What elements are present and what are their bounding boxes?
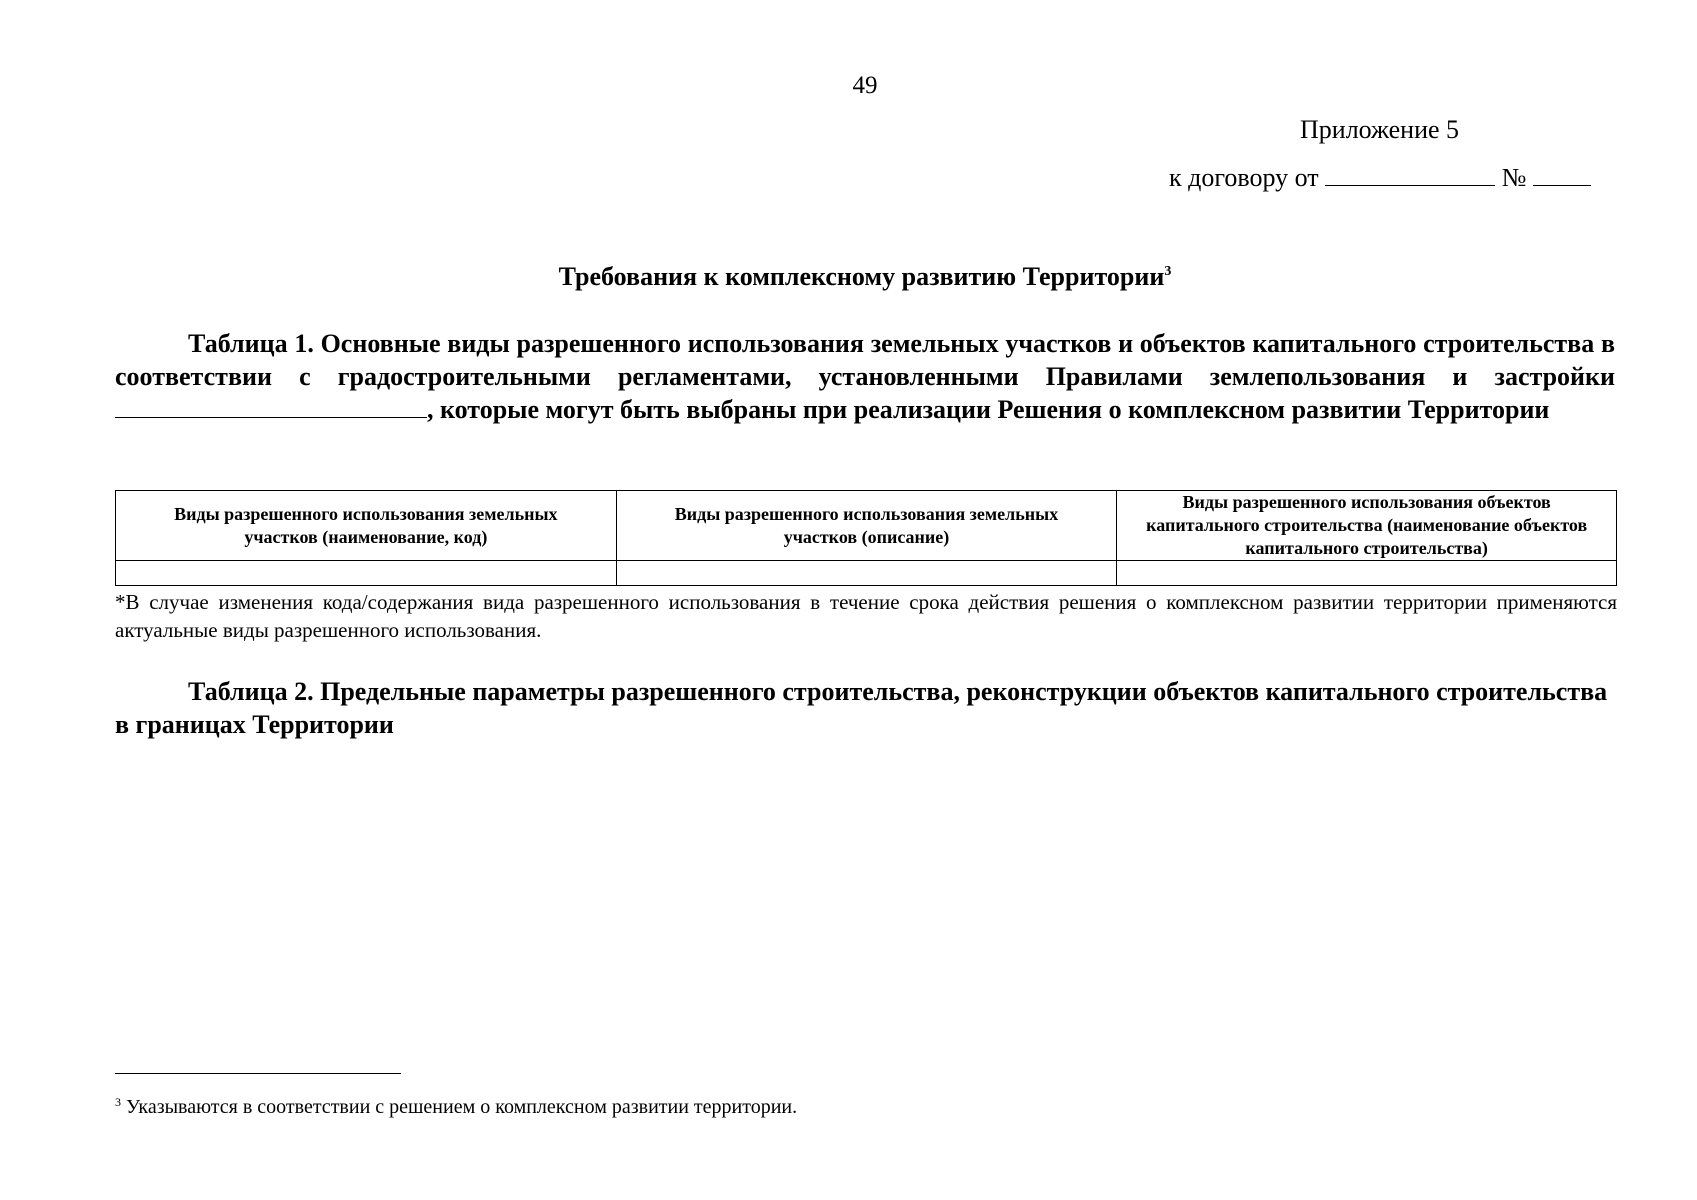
table-cell-empty xyxy=(116,561,617,586)
contract-number-blank xyxy=(1533,163,1591,186)
header-land-use-name-code: Виды разрешенного использования земельных участков (наименование, код) xyxy=(116,491,617,561)
number-sign: № xyxy=(1501,163,1527,192)
appendix-label: Приложение 5 xyxy=(1300,115,1460,144)
footnote-separator xyxy=(115,1073,401,1074)
contract-reference xyxy=(1169,163,1591,193)
document-title xyxy=(0,262,1697,292)
page-number: 49 xyxy=(852,72,878,99)
table2-caption: Таблица 2. Предельные параметры разрешенного строительства, реконструкции объектов капитального строительства в границах Территории xyxy=(115,677,1608,739)
header-capital-construction-use: Виды разрешенного использования объектов капитального строительства (наименование объектов капитального строительства) xyxy=(1117,491,1617,561)
table1-caption xyxy=(115,327,1615,426)
table-header-row xyxy=(116,491,1617,561)
title-text: Требования к комплексному развитию Территории xyxy=(558,262,1165,291)
permitted-uses-table xyxy=(115,490,1617,586)
contract-date-blank xyxy=(1325,163,1495,186)
table1-note: *В случае изменения кода/содержания вида разрешенного использования в течение срока действия решения о комплексном развитии территории применяются актуальные виды разрешенного использования. xyxy=(115,590,1617,642)
table-cell-empty xyxy=(1117,561,1617,586)
title-footnote-ref: 3 xyxy=(1164,264,1172,279)
header-land-use-description: Виды разрешенного использования земельных участков (описание) xyxy=(616,491,1117,561)
footnote xyxy=(115,1095,797,1119)
table-cell-empty xyxy=(616,561,1117,586)
footnote-text: Указываются в соответствии с решением о комплексном развитии территории. xyxy=(126,1096,798,1118)
contract-prefix: к договору от xyxy=(1169,163,1319,192)
table1-caption-start: Таблица 1. Основные виды разрешенного использования земельных участков и объектов капитального строительства в соответствии с градостроительными регламентами, установленными Правилами землепользования и застройки xyxy=(115,329,1615,391)
table1-caption-end: , которые могут быть выбраны при реализации Решения о комплексном развитии Территории xyxy=(427,395,1550,424)
table-row xyxy=(116,561,1617,586)
rules-name-blank xyxy=(115,393,427,418)
footnote-marker: 3 xyxy=(115,1095,121,1109)
